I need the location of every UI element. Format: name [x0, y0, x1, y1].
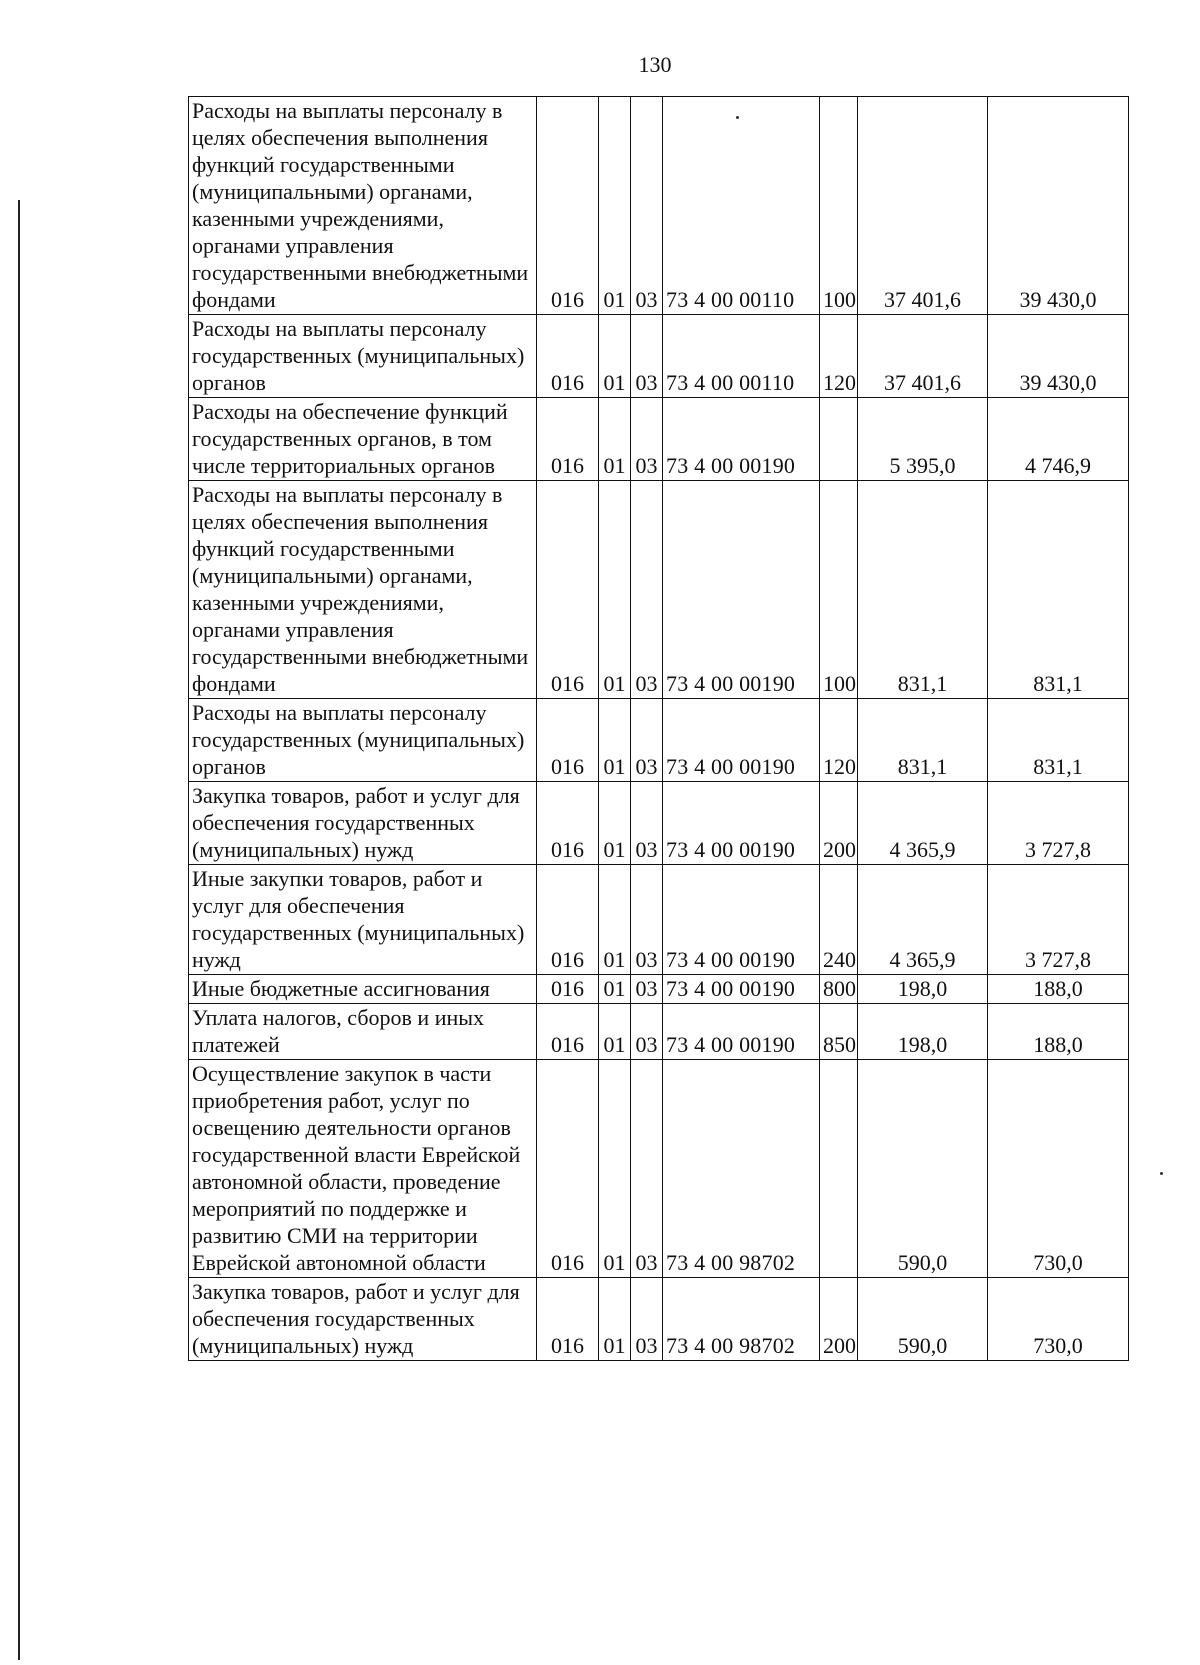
admin-code: 016 [537, 1004, 599, 1060]
table-row [189, 1004, 1129, 1060]
subsection-code: 03 [631, 865, 663, 975]
amount-year-1: 37 401,6 [858, 97, 988, 315]
row-description: Закупка товаров, работ и услуг для обеспечения государственных (муниципальных) нужд [189, 1278, 537, 1361]
table-row [189, 398, 1129, 481]
admin-code: 016 [537, 398, 599, 481]
budget-table-body [189, 97, 1129, 1361]
amount-year-1: 4 365,9 [858, 865, 988, 975]
admin-code: 016 [537, 1278, 599, 1361]
target-article-code: 73 4 00 00190 [663, 481, 820, 699]
target-article-code: 73 4 00 00190 [663, 782, 820, 865]
expense-type-code: 200 [820, 782, 858, 865]
amount-year-2: 39 430,0 [988, 315, 1129, 398]
expense-type-code [820, 398, 858, 481]
amount-year-2: 3 727,8 [988, 865, 1129, 975]
subsection-code: 03 [631, 782, 663, 865]
expense-type-code: 100 [820, 97, 858, 315]
table-row [189, 97, 1129, 315]
amount-year-2: 188,0 [988, 975, 1129, 1004]
table-row [189, 975, 1129, 1004]
subsection-code: 03 [631, 481, 663, 699]
amount-year-1: 37 401,6 [858, 315, 988, 398]
budget-table [188, 96, 1129, 1361]
target-article-code: 73 4 00 00110 [663, 97, 820, 315]
target-article-code: 73 4 00 00190 [663, 699, 820, 782]
subsection-code: 03 [631, 1060, 663, 1278]
target-article-code: 73 4 00 00190 [663, 398, 820, 481]
table-row [189, 865, 1129, 975]
expense-type-code [820, 1060, 858, 1278]
section-code: 01 [599, 315, 631, 398]
row-description: Расходы на выплаты персоналу государственных (муниципальных) органов [189, 699, 537, 782]
table-row [189, 1278, 1129, 1361]
row-description: Расходы на обеспечение функций государственных органов, в том числе территориальных органов [189, 398, 537, 481]
section-code: 01 [599, 865, 631, 975]
expense-type-code: 120 [820, 315, 858, 398]
row-description: Иные закупки товаров, работ и услуг для обеспечения государственных (муниципальных) нужд [189, 865, 537, 975]
row-description: Расходы на выплаты персоналу государственных (муниципальных) органов [189, 315, 537, 398]
admin-code: 016 [537, 315, 599, 398]
section-code: 01 [599, 1278, 631, 1361]
amount-year-1: 198,0 [858, 1004, 988, 1060]
subsection-code: 03 [631, 1004, 663, 1060]
section-code: 01 [599, 398, 631, 481]
target-article-code: 73 4 00 98702 [663, 1060, 820, 1278]
target-article-code: 73 4 00 00190 [663, 865, 820, 975]
amount-year-2: 831,1 [988, 699, 1129, 782]
row-description: Закупка товаров, работ и услуг для обеспечения государственных (муниципальных) нужд [189, 782, 537, 865]
section-code: 01 [599, 481, 631, 699]
table-row [189, 481, 1129, 699]
admin-code: 016 [537, 865, 599, 975]
admin-code: 016 [537, 97, 599, 315]
amount-year-1: 831,1 [858, 699, 988, 782]
left-margin-line [18, 200, 20, 1660]
admin-code: 016 [537, 782, 599, 865]
amount-year-1: 590,0 [858, 1278, 988, 1361]
amount-year-1: 590,0 [858, 1060, 988, 1278]
admin-code: 016 [537, 699, 599, 782]
subsection-code: 03 [631, 1278, 663, 1361]
section-code: 01 [599, 975, 631, 1004]
expense-type-code: 120 [820, 699, 858, 782]
amount-year-1: 831,1 [858, 481, 988, 699]
row-description: Уплата налогов, сборов и иных платежей [189, 1004, 537, 1060]
target-article-code: 73 4 00 00190 [663, 1004, 820, 1060]
target-article-code: 73 4 00 98702 [663, 1278, 820, 1361]
row-description: Расходы на выплаты персоналу в целях обеспечения выполнения функций государственными (муниципальными) органами, казенными учреждениями, органами управления государственными внебюджетными фондами [189, 97, 537, 315]
expense-type-code: 850 [820, 1004, 858, 1060]
subsection-code: 03 [631, 699, 663, 782]
admin-code: 016 [537, 1060, 599, 1278]
subsection-code: 03 [631, 975, 663, 1004]
amount-year-1: 5 395,0 [858, 398, 988, 481]
amount-year-2: 730,0 [988, 1278, 1129, 1361]
scan-speck [1160, 1172, 1163, 1175]
row-description: Иные бюджетные ассигнования [189, 975, 537, 1004]
amount-year-2: 730,0 [988, 1060, 1129, 1278]
admin-code: 016 [537, 481, 599, 699]
amount-year-2: 3 727,8 [988, 782, 1129, 865]
row-description: Расходы на выплаты персоналу в целях обеспечения выполнения функций государственными (муниципальными) органами, казенными учреждениями, органами управления государственными внебюджетными фондами [189, 481, 537, 699]
page-number: 130 [638, 52, 672, 77]
target-article-code: 73 4 00 00110 [663, 315, 820, 398]
subsection-code: 03 [631, 97, 663, 315]
table-row [189, 782, 1129, 865]
amount-year-2: 831,1 [988, 481, 1129, 699]
expense-type-code: 200 [820, 1278, 858, 1361]
section-code: 01 [599, 1060, 631, 1278]
expense-type-code: 100 [820, 481, 858, 699]
table-row [189, 699, 1129, 782]
subsection-code: 03 [631, 398, 663, 481]
expense-type-code: 800 [820, 975, 858, 1004]
target-article-code: 73 4 00 00190 [663, 975, 820, 1004]
table-row [189, 1060, 1129, 1278]
table-row [189, 315, 1129, 398]
amount-year-1: 198,0 [858, 975, 988, 1004]
amount-year-2: 188,0 [988, 1004, 1129, 1060]
amount-year-2: 39 430,0 [988, 97, 1129, 315]
amount-year-1: 4 365,9 [858, 782, 988, 865]
section-code: 01 [599, 97, 631, 315]
section-code: 01 [599, 1004, 631, 1060]
row-description: Осуществление закупок в части приобретения работ, услуг по освещению деятельности органов государственной власти Еврейской автономной области, проведение мероприятий по поддержке и развитию СМИ на территории Еврейской автономной области [189, 1060, 537, 1278]
section-code: 01 [599, 699, 631, 782]
subsection-code: 03 [631, 315, 663, 398]
section-code: 01 [599, 782, 631, 865]
expense-type-code: 240 [820, 865, 858, 975]
admin-code: 016 [537, 975, 599, 1004]
amount-year-2: 4 746,9 [988, 398, 1129, 481]
